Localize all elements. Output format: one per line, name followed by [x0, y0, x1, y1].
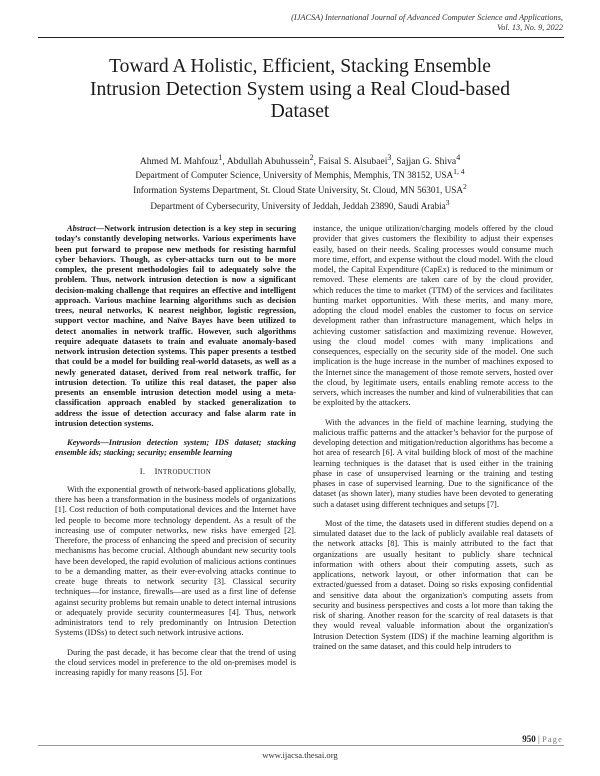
- author-sup: 4: [456, 153, 461, 162]
- section-heading-introduction: [55, 466, 296, 478]
- body-paragraph: With the advances in the field of machine learning, studying the malicious traffic patterns and the attacker’s behavior for the purpose of developing detection and mitigation/reduction algorithms has become a hot area of research [6]. A vital building block of most of the machine learning techniques is the dataset that is used either in the training phase in case of unsupervised learning or the training and testing phases in case of supervised learning. Due to the significance of the dataset (as shown later), many studies have been devoted to generating such a dataset using different techniques and setups [7].: [313, 417, 553, 509]
- abstract-text: —Network intrusion detection is a key step in securing today’s constantly developing networks. Various experiments have been put forward to propose new methods for resisting harmful cyber behaviors. Though, as cyber-attacks turn out to be more complex, the present methodologies fail to adequately solve the problem. Thus, network intrusion detection is now a significant decision-making challenge that requires an effective and intelligent approach. Various machine learning algorithms such as decision trees, neural networks, K nearest neighbor, logistic regression, support vector machine, and Naïve Bayes have been utilized to detect anomalies in network traffic. However, such algorithms require adequate datasets to train and evaluate anomaly-based network intrusion detection systems. This paper presents a testbed that could be a model for building real-world datasets, as well as a newly generated dataset, derived from real network traffic, for intrusion detection. To utilize this real dataset, the paper also presents an ensemble intrusion detection model using a meta-classification approach enabled by stacked generalization to address the issue of detection accuracy and false alarm rate in intrusion detection systems.: [55, 224, 296, 428]
- abstract-label: Abstract: [67, 224, 96, 233]
- left-column: [55, 224, 296, 687]
- page-number: [522, 734, 563, 744]
- affiliation-sup: 3: [445, 197, 450, 207]
- body-paragraph: During the past decade, it has become clear that the trend of using the cloud services model in preference to the old on-premises model is increasing rapidly for many reasons [5]. For: [55, 647, 296, 677]
- section-title-rest: NTRODUCTION: [157, 468, 212, 476]
- affiliation-sup: 2: [463, 182, 467, 192]
- author-list: Ahmed M. Mahfouz$^1$, Abdullah Abuhussein$^2$, Faisal S. Alsubaei$^3$, Sajjan G. Shiva$^4$: [139, 153, 461, 168]
- author-name: Faisal S. Alsubaei: [318, 156, 388, 168]
- title-line-2: Intrusion Detection System using a Real Cloud-based: [89, 78, 511, 100]
- body-paragraph: With the exponential growth of network-based applications globally, there has been a transformation in the business models of organizations [1]. Cost reduction of both computational devices and the Internet have led people to become more technology dependent. As a result of the increasing use of computer networks, new risks have emerged [2]. Therefore, the process of enhancing the speed and precision of security mechanisms has become crucial. Although abundant new security tools have been developed, the rapid evolution of malicious actions continues to be a demanding matter, as their ever-evolving attacks continue to create huge threats to network security [3]. Classical security techniques—for instance, firewalls—are used as a first line of defense against security problems but remain unable to detect internal intrusions or adequately provide security countermeasures [4]. Thus, network administrators tend to rely predominantly on Intrusion Detection Systems (IDSs) to detect such network intrusive actions.: [55, 484, 296, 638]
- affiliation-line: [30, 181, 570, 196]
- footer-rule: [38, 745, 564, 746]
- journal-volume: Vol. 13, No. 9, 2022: [497, 23, 563, 32]
- author-name: Abdullah Abuhussein: [226, 156, 310, 168]
- author-sup: 2: [309, 153, 314, 162]
- body-paragraph: instance, the unique utilization/charging models offered by the cloud provider that gives customers the flexibility to adjust their expenses easily, based on their needs. Scaling processes would consume much more time, effort, and expense without the cloud model. With the cloud model, the Capital Expenditure (CapEx) is reduced to the minimum or removed. These elements are taken care of by the cloud provider, which reduces the time to market (TTM) of the services and facilitates hunting market opportunities. With these merits, and many more, adopting the cloud model enables the customer to focus on service development rather than infrastructure management, which helps in achieving customer satisfaction and maximizing revenue. However, using the cloud model comes with many implications and consequences, especially on the security side of the model. One such implication is the huge increase in the number of machines exposed to the Internet since the management of those remote servers, hosted over the cloud, by legitimate users, entails enabling remote access to the servers, which increases the number and kind of vulnerabilities that can be exploited by the attackers.: [313, 224, 553, 408]
- affiliation-text: Information Systems Department, St. Cloud State University, St. Cloud, MN 56301, USA: [133, 185, 464, 196]
- affiliation-line: [30, 166, 570, 181]
- affiliation-line: [30, 197, 570, 212]
- affiliation-text: Department of Computer Science, University of Memphis, Memphis, TN 38152, USA: [135, 170, 454, 181]
- page-number-value: 950: [522, 734, 536, 744]
- author-sup: 1: [218, 153, 223, 162]
- page-separator: |: [535, 734, 543, 744]
- affiliation-text: Department of Cybersecurity, University of Jeddah, Jeddah 23890, Saudi Arabia: [150, 201, 446, 211]
- section-number: I.: [139, 465, 146, 476]
- title-line-3: Dataset: [270, 101, 330, 122]
- title-line-1: Toward A Holistic, Efficient, Stacking Ensemble: [109, 56, 491, 77]
- keywords: Keywords—Intrusion detection system; IDS dataset; stacking ensemble ids; stacking; security; ensemble learning: [55, 438, 296, 458]
- journal-name: (IJACSA) International Journal of Advanced Computer Science and Applications,: [291, 13, 563, 22]
- section-title-initial: I: [154, 465, 158, 476]
- journal-website: www.ijacsa.thesai.org: [262, 750, 338, 760]
- author-name: Ahmed M. Mahfouz: [139, 156, 219, 168]
- abstract: [55, 224, 296, 429]
- header-rule: [38, 37, 564, 38]
- body-paragraph: Most of the time, the datasets used in different studies depend on a simulated dataset due to the lack of publicly available real datasets of the network attacks [8]. This is mainly attributed to the fact that organizations are usually hesitant to publicly share technical information with others about their computing assets, such as applications, network layout, or other information that can be extracted/guessed from a dataset. Doing so risks exposing confidential and sensitive data about the organization's computing assets from security and business perspectives and costs a lot more than taking the risk of sharing. Another reason for the scarcity of real datasets is that they would reveal valuable information about the organization's Intrusion Detection System (IDS) if the machine learning algorithm is trained on the same dataset, and this could help intruders to: [313, 518, 553, 651]
- affiliations: [30, 166, 570, 212]
- author-sup: 3: [387, 153, 392, 162]
- journal-header: [203, 13, 563, 33]
- affiliation-sup: 1, 4: [453, 167, 465, 176]
- page-word: Page: [542, 735, 563, 744]
- right-column: [313, 224, 553, 661]
- author-name: Sajjan G. Shiva: [396, 156, 457, 168]
- paper-title: [30, 56, 570, 124]
